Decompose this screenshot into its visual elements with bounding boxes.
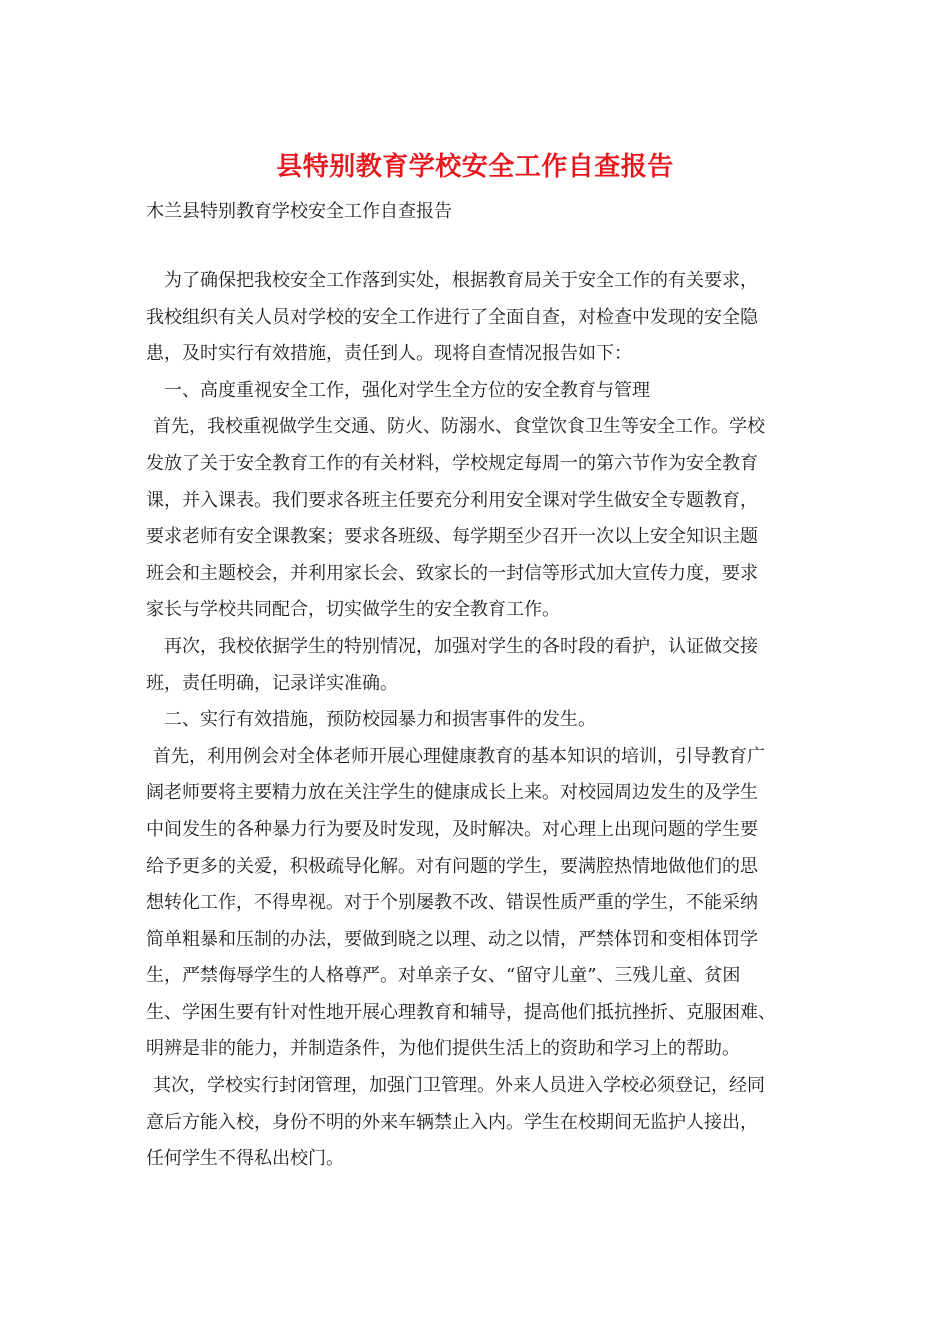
text-line: 想转化工作，不得卑视。对于个别屡教不改、错误性质严重的学生，不能采纳 [146, 892, 758, 914]
text-line: 生，严禁侮辱学生的人格尊严。对单亲子女、“留守儿童”、三残儿童、贫困 [146, 965, 741, 987]
text-line: 课，并入课表。我们要求各班主任要充分利用安全课对学生做安全专题教育， [146, 489, 758, 511]
text-line: 发放了关于安全教育工作的有关材料，学校规定每周一的第六节作为安全教育 [146, 452, 758, 474]
text-line: 再次，我校依据学生的特别情况，加强对学生的各时段的看护，认证做交接 [164, 635, 758, 657]
document-title: 县特别教育学校安全工作自查报告 [276, 152, 674, 182]
text-line: 班，责任明确，记录详实准确。 [146, 672, 398, 694]
text-line: 班会和主题校会，并利用家长会、致家长的一封信等形式加大宣传力度，要求 [146, 562, 758, 584]
text-line: 一、高度重视安全工作，强化对学生全方位的安全教育与管理 [164, 379, 650, 401]
text-line: 首先，利用例会对全体老师开展心理健康教育的基本知识的培训，引导教育广 [153, 745, 765, 767]
text-line: 二、实行有效措施，预防校园暴力和损害事件的发生。 [164, 709, 596, 731]
text-line: 家长与学校共同配合，切实做学生的安全教育工作。 [146, 599, 560, 621]
text-line: 任何学生不得私出校门。 [146, 1148, 344, 1170]
text-line: 明辨是非的能力，并制造条件，为他们提供生活上的资助和学习上的帮助。 [146, 1038, 740, 1060]
text-line: 给予更多的关爱，积极疏导化解。对有问题的学生，要满腔热情地做他们的思 [146, 855, 758, 877]
text-line: 患，及时实行有效措施，责任到人。现将自查情况报告如下： [146, 343, 632, 365]
text-line: 简单粗暴和压制的办法，要做到晓之以理、动之以情，严禁体罚和变相体罚学 [146, 928, 758, 950]
text-line: 阔老师要将主要精力放在关注学生的健康成长上来。对校园周边发生的及学生 [146, 782, 758, 804]
text-line: 意后方能入校，身份不明的外来车辆禁止入内。学生在校期间无监护人接出， [146, 1111, 758, 1133]
document-subtitle: 木兰县特别教育学校安全工作自查报告 [146, 201, 452, 222]
text-line: 为了确保把我校安全工作落到实处，根据教育局关于安全工作的有关要求， [164, 270, 758, 291]
document-body [146, 263, 806, 1178]
text-line: 中间发生的各种暴力行为要及时发现，及时解决。对心理上出现问题的学生要 [146, 818, 758, 840]
text-line: 要求老师有安全课教案；要求各班级、每学期至少召开一次以上安全知识主题 [146, 526, 758, 548]
text-line: 其次，学校实行封闭管理，加强门卫管理。外来人员进入学校必须登记，经同 [153, 1075, 765, 1097]
text-line: 我校组织有关人员对学校的安全工作进行了全面自查，对检查中发现的安全隐 [146, 306, 758, 328]
text-line: 生、学困生要有针对性地开展心理教育和辅导，提高他们抵抗挫折、克服困难、 [146, 1001, 776, 1023]
text-line: 首先，我校重视做学生交通、防火、防溺水、食堂饮食卫生等安全工作。学校 [153, 416, 765, 438]
